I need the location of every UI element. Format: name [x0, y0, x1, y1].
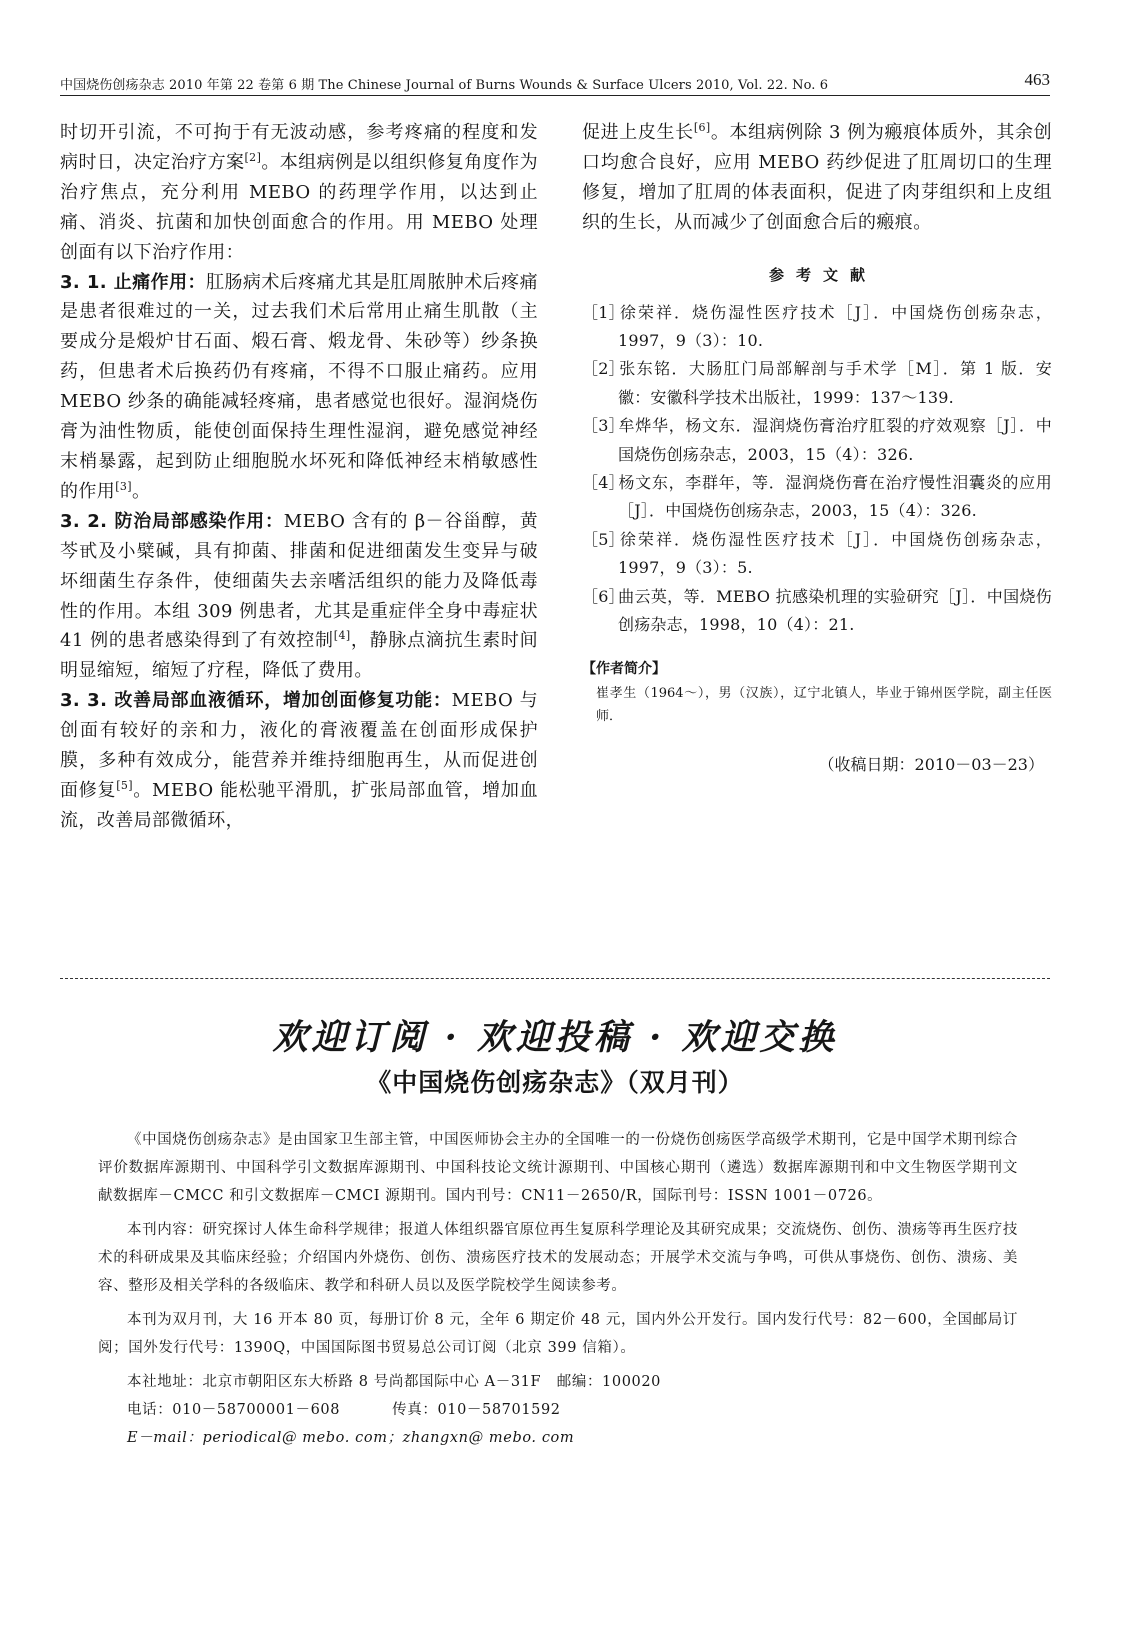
reference-item: ［1］徐荣祥．烧伤湿性医疗技术［J］．中国烧伤创疡杂志，1997，9（3）：10. [582, 302, 1052, 351]
references-title: 参考文献 [768, 265, 877, 284]
notice-paragraph: 《中国烧伤创疡杂志》是由国家卫生部主管，中国医师协会主办的全国唯一的一份烧伤创疡医学高级学术期刊，它是中国学术期刊综合评价数据库源期刊、中国科学引文数据库源期刊、中国科技论文统计源期刊、中国核心期刊（遴选）数据库源期刊和中文生物医学期刊文献数据库－CMCC 和引文数据库－CMCI 源期刊。国内刊号：CN11－2650/R，国际刊号：ISSN 1001－0726。 [98, 1132, 1018, 1204]
body-paragraph: 促进上皮生长[6]。本组病例除 3 例为瘢痕体质外，其余创口均愈合良好，应用 MEBO 药纱促进了肛周切口的生理修复，增加了肛周的体表面积，促进了肉芽组织和上皮组织的生长，从而减少了创面愈合后的瘢痕。 [582, 121, 1052, 233]
received-date: （收稿日期：2010－03－23） [818, 754, 1044, 774]
email-line: E－mail：periodical@ mebo. com；zhangxn@ mebo. com [127, 1430, 575, 1446]
running-header [60, 70, 1050, 92]
address-line: 本社地址：北京市朝阳区东大桥路 8 号尚都国际中心 A－31F 邮编：100020 [127, 1374, 662, 1390]
section-heading: 3. 3. 改善局部血液循环，增加创面修复功能： [60, 690, 452, 712]
reference-list [582, 299, 1052, 640]
author-info [582, 658, 1052, 728]
journal-notice [98, 1126, 1018, 1452]
section-3-2: 3. 2. 防治局部感染作用：MEBO 含有的 β－谷甾醇，黄芩甙及小檗碱，具有抑菌、排菌和促进细菌发生变异与破坏细菌生存条件，使细菌失去亲嗜活组织的能力及降低毒性的作用。本组 309 例患者，尤其是重症伴全身中毒症状 41 例的患者感染得到了有效控制[4]，静脉点滴抗生素时间明显缩短，缩短了疗程，降低了费用。 [60, 510, 538, 682]
section-divider [60, 978, 1050, 979]
section-heading: 3. 2. 防治局部感染作用： [60, 510, 284, 532]
reference-item: ［6］曲云英，等．MEBO 抗感染机理的实验研究［J］．中国烧伤创疡杂志，1998，10（4）：21. [582, 586, 1052, 635]
running-head-text: 中国烧伤创疡杂志 2010 年第 22 卷第 6 期 The Chinese Journal of Burns Wounds & Surface Ulcers 2010, Vol. 22. No. 6 [60, 78, 829, 93]
reference-item: ［2］张东铭．大肠肛门局部解剖与手术学［M］．第 1 版．安徽：安徽科学技术出版社，1999：137～139. [582, 359, 1052, 407]
reference-item: ［5］徐荣祥．烧伤湿性医疗技术［J］．中国烧伤创疡杂志，1997，9（3）：5. [582, 529, 1052, 578]
section-heading: 3. 1. 止痛作用： [60, 271, 206, 293]
citation: [2] [244, 150, 262, 164]
notice-title: 欢迎订阅 · 欢迎投稿 · 欢迎交换 [272, 1017, 838, 1058]
citation: [3] [115, 479, 132, 493]
section-3-1: 3. 1. 止痛作用：肛肠病术后疼痛尤其是肛周脓肿术后疼痛是患者很难过的一关，过去我们术后常用止痛生肌散（主要成分是煅炉甘石面、煅石膏、煅龙骨、朱砂等）纱条换药，但患者术后换药仍有疼痛，不得不口服止痛药。应用 MEBO 纱条的确能减轻疼痛，患者感觉也很好。湿润烧伤膏为油性物质，能使创面保持生理性湿润，避免感觉神经末梢暴露，起到防止细胞脱水坏死和降低神经末梢敏感性的作用[3]。 [60, 271, 538, 502]
reference-item: ［3］牟烨华，杨文东．湿润烧伤膏治疗肛裂的疗效观察［J］．中国烧伤创疡杂志，2003，15（4）：326. [582, 416, 1052, 464]
right-column [582, 118, 1052, 775]
notice-paragraph: 本刊为双月刊，大 16 开本 80 页，每册订价 8 元，全年 6 期定价 48 元，国内外公开发行。国内发行代号：82－600，全国邮局订阅；国外发行代号：1390Q，中国国际图书贸易总公司订阅（北京 399 信箱）。 [98, 1312, 1018, 1356]
body-paragraph: 时切开引流，不可拘于有无波动感，参考疼痛的程度和发病时日，决定治疗方案[2]。本组病例是以组织修复角度作为治疗焦点，充分利用 MEBO 的药理学作用，以达到止痛、消炎、抗菌和加快创面愈合的作用。用 MEBO 处理创面有以下治疗作用： [60, 122, 539, 263]
reference-item: ［4］杨文东，李群年，等．湿润烧伤膏在治疗慢性泪囊炎的应用［J］．中国烧伤创疡杂志，2003，15（4）：326. [582, 473, 1052, 521]
author-heading: 【作者简介】 [582, 660, 666, 677]
page-number: 463 [1024, 70, 1050, 89]
citation: [5] [116, 778, 133, 792]
header-rule [60, 95, 1050, 96]
citation: [6] [693, 121, 711, 134]
section-3-3: 3. 3. 改善局部血液循环，增加创面修复功能：MEBO 与创面有较好的亲和力，液化的膏液覆盖在创面形成保护膜，多种有效成分，能营养并维持细胞再生，从而促进创面修复[5]。MEBO 能松驰平滑肌，扩张局部血管，增加血流，改善局部微循环， [60, 690, 539, 831]
left-column [60, 118, 538, 836]
notice-subtitle: 《中国烧伤创疡杂志》（双月刊） [366, 1068, 744, 1097]
author-text: 崔孝生（1964～），男（汉族），辽宁北镇人，毕业于锦州医学院，副主任医师． [596, 685, 1052, 724]
notice-paragraph: 本刊内容：研究探讨人体生命科学规律；报道人体组织器官原位再生复原科学理论及其研究成果；交流烧伤、创伤、溃疡等再生医疗技术的科研成果及其临床经验；介绍国内外烧伤、创伤、溃疡医疗技术的发展动态；开展学术交流与争鸣，可供从事烧伤、创伤、溃疡、美容、整形及相关学科的各级临床、教学和科研人员以及医学院校学生阅读参考。 [98, 1222, 1018, 1294]
phone-line: 电话：010－58700001－608 传真：010－58701592 [127, 1402, 561, 1418]
citation: [4] [333, 629, 351, 643]
